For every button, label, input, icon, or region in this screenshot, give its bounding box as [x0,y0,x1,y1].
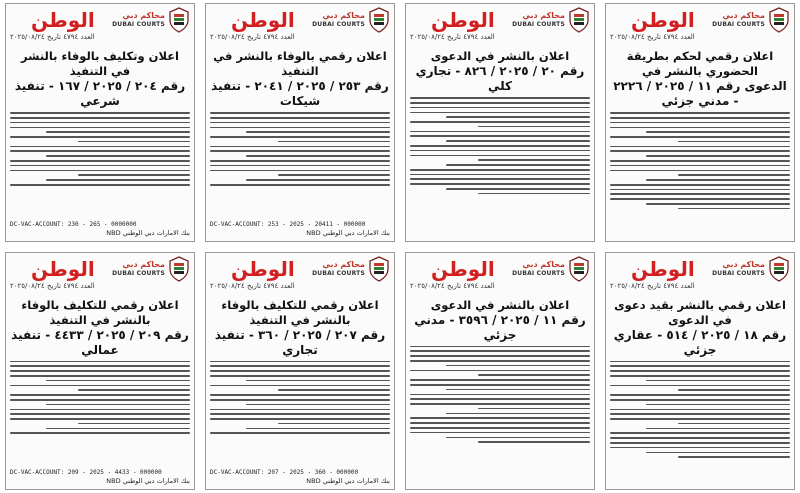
notice-title: اعلان رقمي للتكليف بالوفاء بالنشر في التنفيذ [21,297,179,327]
body-text-line [610,160,790,162]
body-text-line [410,370,590,372]
body-text-line [610,170,790,172]
body-text-line [610,150,790,152]
notice-body [410,97,590,194]
body-text-line [610,146,790,148]
body-text-line [646,380,790,382]
body-text-line [210,365,390,367]
body-text-line [446,140,590,142]
body-text-line [610,375,790,377]
body-text-line [678,174,790,176]
notice-body [410,346,590,443]
bank-name: بنك الامارات دبي الوطني NBD [106,228,190,237]
body-text-line [446,437,590,439]
court-notice [205,3,395,242]
newspaper-name: الوطن [30,8,95,32]
court-logo [312,256,390,282]
body-text-line [610,365,790,367]
body-text-line [46,428,190,430]
body-text-line [610,198,790,200]
body-text-line [446,389,590,391]
body-text-line [10,361,190,363]
body-text-line [10,146,190,148]
body-text-line [210,413,390,415]
body-text-line [78,141,190,143]
body-text-line [446,365,590,367]
body-text-line [210,184,390,186]
body-text-line [10,160,190,162]
court-name-english: DUBAI COURTS [112,269,165,277]
body-text-line [10,385,190,387]
court-notice [605,3,795,242]
court-name-english: DUBAI COURTS [312,269,365,277]
court-notice [5,3,195,242]
case-number: الدعوى رقم ١١ / ٢٠٢٥ / ٢٢٢٦ - مدني جزئي [613,79,787,108]
court-logo [512,256,590,282]
body-text-line [210,165,390,167]
body-text-line [10,409,190,411]
body-text-line [610,394,790,396]
body-text-line [10,127,190,129]
body-text-line [610,189,790,191]
emblem-icon [768,7,790,33]
body-text-line [646,155,790,157]
notice-body [10,361,190,434]
body-text-line [78,389,190,391]
body-text-line [410,350,590,352]
body-text-line [210,136,390,138]
body-text-line [410,346,590,348]
emblem-icon [368,256,390,282]
newspaper-name: الوطن [230,256,295,281]
body-text-line [678,141,790,143]
body-text-line [210,170,390,172]
body-text-line [246,155,390,157]
body-text-line [210,418,390,420]
body-text-line [610,193,790,195]
body-text-line [610,385,790,387]
body-text-line [10,432,190,434]
body-text-line [246,428,390,430]
body-text-line [46,131,190,133]
body-text-line [410,174,590,176]
court-logo [712,256,790,282]
court-name-arabic: محاكم دبي [522,11,565,20]
notice-header [610,256,790,296]
case-number: رقم ١١ / ٢٠٢٥ / ٣٥٩٦ - مدني جزئي [414,312,586,342]
body-text-line [410,131,590,133]
body-text-line [646,179,790,181]
body-text-line [210,146,390,148]
body-text-line [410,379,590,381]
body-text-line [410,398,590,400]
body-text-line [246,404,390,406]
body-text-line [410,355,590,357]
court-name-english: DUBAI COURTS [312,21,365,28]
body-text-line [610,432,790,434]
court-name-arabic: محاكم دبي [722,259,765,269]
notice-body [210,112,390,185]
court-logo [112,256,190,282]
account-reference: DC-VAC-ACCOUNT: 207 - 2025 - 360 - 000000 [210,469,359,476]
body-text-line [410,135,590,137]
emblem-icon [168,256,190,282]
body-text-line [10,375,190,377]
body-text-line [10,370,190,372]
body-text-line [610,409,790,411]
body-text-line [210,361,390,363]
body-text-line [410,169,590,171]
body-text-line [46,155,190,157]
court-name-arabic: محاكم دبي [122,259,165,269]
body-text-line [10,418,190,420]
body-text-line [78,174,190,176]
body-text-line [478,126,590,128]
notice-body [610,112,790,209]
body-text-line [278,141,390,143]
case-number: رقم ١٨ / ٢٠٢٥ / ٥١٤ - عقاري جزئي [613,327,787,357]
issue-info: العدد ٤٧٩٤ تاريخ ٢٠٢٥/٠٨/٢٤ [210,281,295,290]
body-text-line [10,413,190,415]
body-text-line [210,370,390,372]
body-text-line [10,136,190,138]
body-text-line [410,121,590,123]
body-text-line [10,117,190,119]
body-text-line [478,408,590,410]
body-text-line [610,370,790,372]
body-text-line [610,184,790,186]
body-text-line [410,112,590,114]
body-text-line [610,112,790,114]
body-text-line [446,188,590,190]
court-name-english: DUBAI COURTS [712,21,765,28]
court-name-english: DUBAI COURTS [512,21,565,28]
bank-name: بنك الامارات دبي الوطني NBD [306,228,390,237]
body-text-line [278,423,390,425]
notice-footer [210,221,390,238]
body-text-line [210,160,390,162]
case-number: رقم ٢٠ / ٢٠٢٥ / ٨٢٦ - تجاري كلي [415,64,585,93]
body-text-line [410,155,590,157]
notice-title: اعلان بالنشر في الدعوى [430,49,570,63]
emblem-icon [568,7,590,33]
notice-title: اعلان رقمي للتكليف بالوفاء بالنشر في التنفيذ [221,297,379,327]
body-text-line [210,117,390,119]
body-text-line [678,456,790,458]
body-text-line [610,127,790,129]
body-text-line [610,413,790,415]
court-notice [405,252,595,491]
court-name-arabic: محاكم دبي [322,259,365,269]
notice-header [410,7,590,47]
body-text-line [610,442,790,444]
body-text-line [210,127,390,129]
notice-header [10,256,190,296]
body-text-line [410,394,590,396]
court-name-arabic: محاكم دبي [322,11,365,20]
court-logo [512,7,590,33]
body-text-line [410,97,590,99]
body-text-line [410,145,590,147]
body-text-line [610,361,790,363]
newspaper-name: الوطن [430,256,495,281]
notice-footer [10,221,190,238]
notice-title: اعلان رقمي لحكم بطريقة الحضوري بالنشر في [626,49,774,78]
issue-info: العدد ٤٧٩٤ تاريخ ٢٠٢٥/٠٨/٢٤ [10,33,95,41]
body-text-line [646,203,790,205]
notice-header [210,256,390,296]
body-text-line [410,102,590,104]
case-number: رقم ٢٠٧ / ٢٠٢٥ / ٣٦٠ - تنفيذ تجاري [214,327,386,357]
body-text-line [446,164,590,166]
body-text-line [646,452,790,454]
notice-footer [10,469,190,486]
body-text-line [46,404,190,406]
body-text-line [610,136,790,138]
body-text-line [478,374,590,376]
court-name-arabic: محاكم دبي [522,259,565,269]
body-text-line [410,417,590,419]
body-text-line [410,432,590,434]
body-text-line [410,427,590,429]
notice-title: اعلان رقمي بالوفاء بالنشر في التنفيذ [213,49,387,78]
court-name-arabic: محاكم دبي [122,11,165,20]
emblem-icon [568,256,590,282]
body-text-line [678,208,790,210]
body-text-line [246,131,390,133]
body-text-line [410,150,590,152]
court-name-arabic: محاكم دبي [722,11,765,20]
court-name-english: DUBAI COURTS [512,269,565,277]
body-text-line [410,384,590,386]
body-text-line [278,389,390,391]
body-text-line [210,394,390,396]
case-number: رقم ٢٥٣ / ٢٠٢٥ / ٢٠٤١ - تنفيذ شيكات [211,79,389,108]
body-text-line [10,394,190,396]
body-text-line [210,112,390,114]
body-text-line [78,423,190,425]
body-text-line [246,179,390,181]
body-text-line [10,165,190,167]
body-text-line [210,409,390,411]
body-text-line [610,165,790,167]
issue-info: العدد ٤٧٩٤ تاريخ ٢٠٢٥/٠٨/٢٤ [410,281,495,290]
issue-info: العدد ٤٧٩٤ تاريخ ٢٠٢٥/٠٨/٢٤ [10,281,95,290]
body-text-line [410,360,590,362]
body-text-line [410,178,590,180]
court-notice [405,3,595,242]
body-text-line [46,380,190,382]
notice-header [610,7,790,47]
body-text-line [410,107,590,109]
notice-title: اعلان وتكليف بالوفاء بالنشر في التنفيذ [21,49,179,78]
issue-info: العدد ٤٧٩٤ تاريخ ٢٠٢٥/٠٨/٢٤ [410,33,495,41]
account-reference: DC-VAC-ACCOUNT: 253 - 2025 - 20411 - 000000 [210,220,366,228]
body-text-line [610,399,790,401]
body-text-line [446,413,590,415]
body-text-line [478,193,590,195]
court-logo [712,7,790,33]
notice-title: اعلان بالنشر في الدعوى [430,297,570,312]
newspaper-name: الوطن [630,8,695,32]
notice-title: اعلان رقمي بالنشر بقيد دعوى في الدعوى [614,297,786,327]
issue-info: العدد ٤٧٩٤ تاريخ ٢٠٢٥/٠٨/٢٤ [210,33,295,41]
court-name-english: DUBAI COURTS [712,269,765,277]
newspaper-name: الوطن [630,256,695,281]
body-text-line [646,428,790,430]
body-text-line [610,122,790,124]
body-text-line [246,380,390,382]
body-text-line [610,418,790,420]
body-text-line [678,423,790,425]
body-text-line [210,432,390,434]
body-text-line [10,399,190,401]
body-text-line [610,117,790,119]
bank-name: بنك الامارات دبي الوطني NBD [306,477,390,485]
notice-body [210,361,390,434]
body-text-line [478,441,590,443]
emblem-icon [368,7,390,33]
notice-header [210,7,390,47]
newspaper-name: الوطن [230,8,295,32]
notice-footer [210,469,390,486]
body-text-line [10,170,190,172]
body-text-line [210,385,390,387]
court-logo [112,7,190,33]
bank-name: بنك الامارات دبي الوطني NBD [106,477,190,485]
body-text-line [646,404,790,406]
body-text-line [410,183,590,185]
body-text-line [10,122,190,124]
body-text-line [10,184,190,186]
body-text-line [278,174,390,176]
court-notice [605,252,795,491]
body-text-line [610,437,790,439]
newspaper-name: الوطن [430,8,495,32]
emblem-icon [768,256,790,282]
court-notice [205,252,395,491]
body-text-line [678,389,790,391]
body-text-line [410,422,590,424]
notice-header [410,256,590,296]
body-text-line [210,122,390,124]
court-name-english: DUBAI COURTS [112,21,165,28]
body-text-line [446,116,590,118]
court-notice [5,252,195,491]
notice-header [10,7,190,47]
body-text-line [610,447,790,449]
body-text-line [10,112,190,114]
body-text-line [478,159,590,161]
court-logo [312,7,390,33]
newspaper-name: الوطن [30,256,95,281]
body-text-line [210,399,390,401]
account-reference: DC-VAC-ACCOUNT: 209 - 2025 - 4433 - 000000 [10,469,162,476]
body-text-line [10,150,190,152]
notice-body [610,361,790,458]
case-number: رقم ٢٠٤ / ٢٠٢٥ / ١٦٧ - تنفيذ شرعي [14,79,186,108]
case-number: رقم ٢٠٩ / ٢٠٢٥ / ٤٤٣٣ - تنفيذ عمالي [11,327,189,357]
issue-info: العدد ٤٧٩٤ تاريخ ٢٠٢٥/٠٨/٢٤ [610,33,695,41]
emblem-icon [168,7,190,33]
body-text-line [46,179,190,181]
body-text-line [210,150,390,152]
issue-info: العدد ٤٧٩٤ تاريخ ٢٠٢٥/٠٨/٢٤ [610,281,695,290]
body-text-line [410,403,590,405]
body-text-line [646,131,790,133]
notice-body [10,112,190,185]
body-text-line [210,375,390,377]
account-reference: DC-VAC-ACCOUNT: 230 - 265 - 0000000 [10,220,137,228]
body-text-line [10,365,190,367]
